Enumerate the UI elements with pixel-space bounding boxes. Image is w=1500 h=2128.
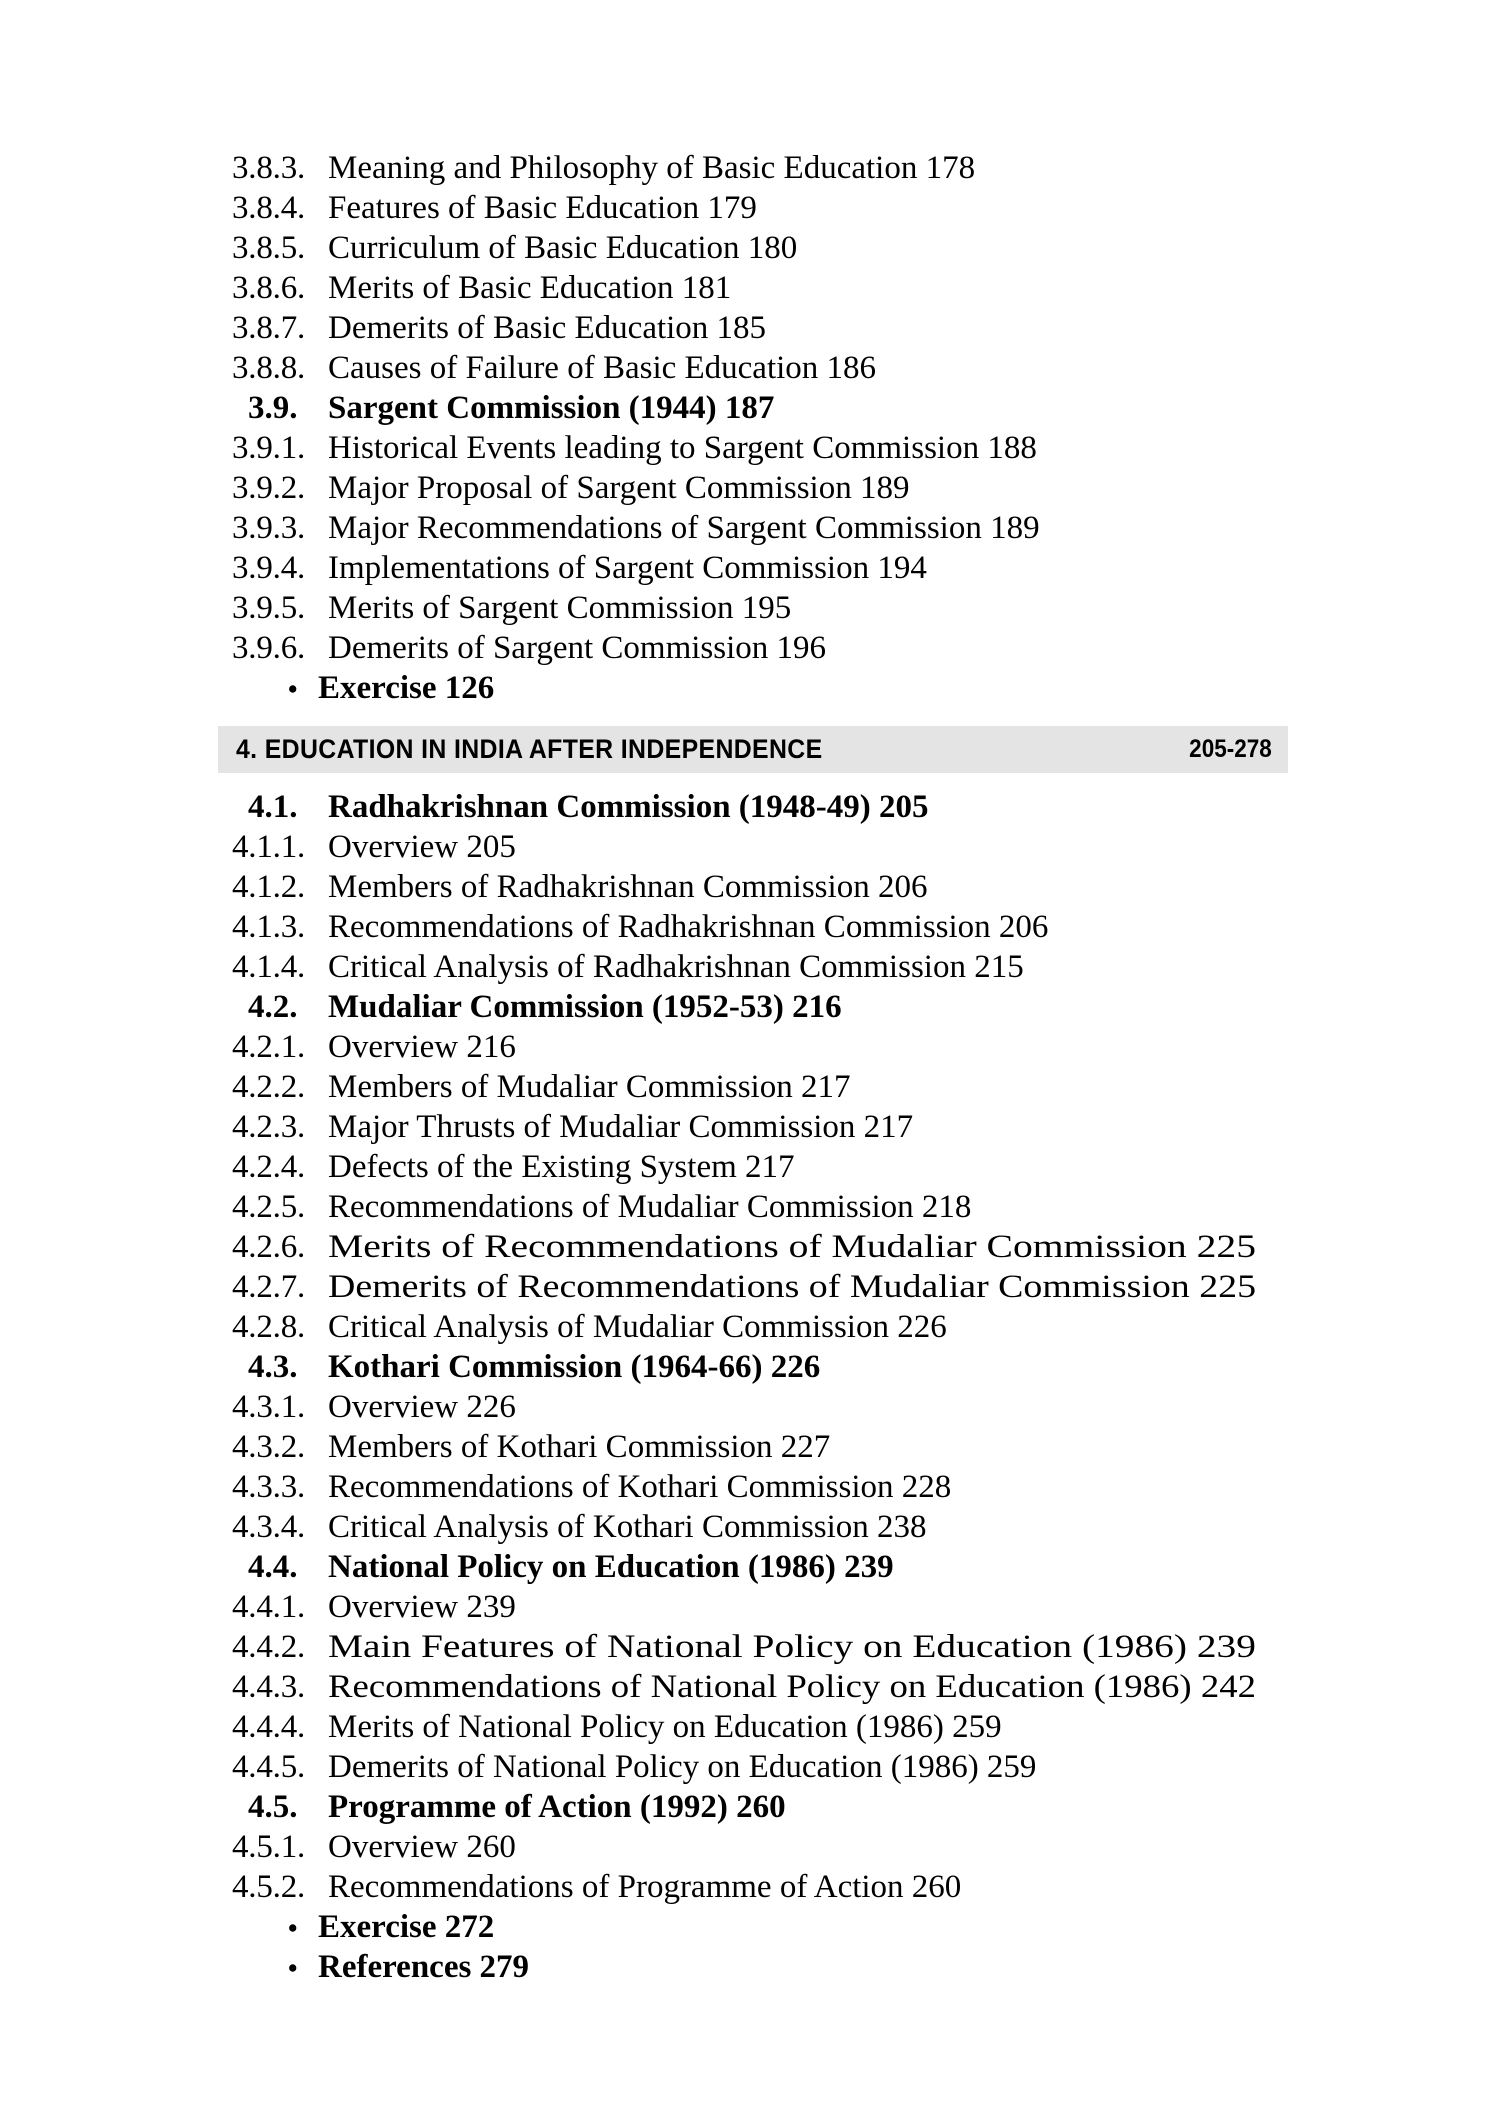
toc-entry-text: Members of Mudaliar Commission 217 (328, 1069, 851, 1105)
toc-entry-number: 4.3.4. (232, 1509, 306, 1545)
toc-subsection-entry[interactable] (232, 1187, 1288, 1227)
toc-entry-text: Recommendations of Kothari Commission 228 (328, 1469, 952, 1505)
toc-entry-text: Causes of Failure of Basic Education 186 (328, 350, 877, 386)
toc-subsection-entry[interactable] (232, 268, 1288, 308)
toc-subsection-entry[interactable] (232, 1467, 1288, 1507)
toc-subsection-entry[interactable] (232, 1067, 1288, 1107)
toc-subsection-entry[interactable] (232, 1707, 1288, 1747)
toc-entry-text: Main Features of National Policy on Education (1986) 239 (328, 1629, 1256, 1665)
toc-entry-text: Demerits of Recommendations of Mudaliar Commission 225 (328, 1269, 1257, 1305)
toc-entry-text: Members of Kothari Commission 227 (328, 1429, 831, 1465)
toc-entry-number: 4.5. (248, 1789, 298, 1825)
toc-entry-number: 4.5.1. (232, 1829, 306, 1865)
toc-entry-number: 4.2.8. (232, 1309, 306, 1345)
bullet-icon: • (288, 1913, 298, 1943)
toc-subsection-entry[interactable] (232, 1747, 1288, 1787)
toc-entry-number: 3.8.7. (232, 310, 306, 346)
toc-entry-number: 4.2.3. (232, 1109, 306, 1145)
toc-subsection-entry[interactable] (232, 1587, 1288, 1627)
toc-entry-text: Critical Analysis of Mudaliar Commission 226 (328, 1309, 947, 1345)
toc-subsection-entry[interactable] (232, 947, 1288, 987)
toc-entry-text: Meaning and Philosophy of Basic Education 178 (328, 150, 976, 186)
toc-entry-text: Members of Radhakrishnan Commission 206 (328, 869, 928, 905)
toc-entry-number: 4.1.1. (232, 829, 306, 865)
toc-entry-number: 4.1.4. (232, 949, 306, 985)
toc-section-entry[interactable] (232, 388, 1288, 428)
toc-subsection-entry[interactable] (232, 1627, 1288, 1667)
toc-entry-text: Historical Events leading to Sargent Commission 188 (328, 430, 1037, 466)
toc-entry-text: Recommendations of Mudaliar Commission 218 (328, 1189, 972, 1225)
toc-entry-text: Recommendations of Programme of Action 260 (328, 1869, 962, 1905)
toc-subsection-entry[interactable] (232, 1387, 1288, 1427)
toc-subsection-entry[interactable] (232, 1147, 1288, 1187)
chapter-page-range: 205-278 (1189, 735, 1272, 763)
toc-entry-text: Major Proposal of Sargent Commission 189 (328, 470, 910, 506)
toc-entry-text: Merits of National Policy on Education (1986) 259 (328, 1709, 1002, 1745)
toc-entry-number: 4.3.1. (232, 1389, 306, 1425)
toc-entry-number: 4.1.3. (232, 909, 306, 945)
toc-entry-number: 3.8.8. (232, 350, 306, 386)
toc-subsection-entry[interactable] (232, 188, 1288, 228)
toc-entry-number: 3.9. (248, 390, 298, 426)
toc-section-entry[interactable] (232, 1347, 1288, 1387)
toc-entry-number: 3.9.4. (232, 550, 306, 586)
toc-entry-number: 4.4.4. (232, 1709, 306, 1745)
bullet-icon: • (288, 1953, 298, 1983)
toc-subsection-entry[interactable] (232, 308, 1288, 348)
toc-entry-text: Recommendations of Radhakrishnan Commission 206 (328, 909, 1049, 945)
toc-entry-number: 4.4.2. (232, 1629, 306, 1665)
toc-subsection-entry[interactable] (232, 867, 1288, 907)
toc-entry-text: Programme of Action (1992) 260 (328, 1789, 786, 1825)
toc-entry-text: Mudaliar Commission (1952-53) 216 (328, 989, 842, 1025)
toc-subsection-entry[interactable] (232, 1667, 1288, 1707)
toc-entry-text: Critical Analysis of Radhakrishnan Commission 215 (328, 949, 1024, 985)
toc-entry-text: Sargent Commission (1944) 187 (328, 390, 775, 426)
toc-entry-text: Major Recommendations of Sargent Commission 189 (328, 510, 1040, 546)
toc-entry-number: 4.1.2. (232, 869, 306, 905)
toc-entry-text: Recommendations of National Policy on Education (1986) 242 (328, 1669, 1256, 1705)
toc-entry-number: 3.9.5. (232, 590, 306, 626)
toc-entry-number: 4.2.4. (232, 1149, 306, 1185)
toc-entry-number: 4.5.2. (232, 1869, 306, 1905)
table-of-contents-list (232, 148, 1288, 1987)
toc-entry-number: 4.4.1. (232, 1589, 306, 1625)
toc-subsection-entry[interactable] (232, 1427, 1288, 1467)
toc-subsection-entry[interactable] (232, 468, 1288, 508)
toc-entry-text: Implementations of Sargent Commission 194 (328, 550, 927, 586)
toc-subsection-entry[interactable] (232, 508, 1288, 548)
bullet-icon: • (288, 674, 298, 704)
toc-subsection-entry[interactable] (232, 1027, 1288, 1067)
toc-subsection-entry[interactable] (232, 1307, 1288, 1347)
toc-entry-text: Curriculum of Basic Education 180 (328, 230, 798, 266)
toc-subsection-entry[interactable] (232, 907, 1288, 947)
toc-entry-number: 4.4.5. (232, 1749, 306, 1785)
toc-subsection-entry[interactable] (232, 1867, 1288, 1907)
toc-entry-number: 3.8.4. (232, 190, 306, 226)
toc-entry-number: 3.8.6. (232, 270, 306, 306)
toc-subsection-entry[interactable] (232, 1827, 1288, 1867)
toc-subsection-entry[interactable] (232, 228, 1288, 268)
toc-subsection-entry[interactable] (232, 827, 1288, 867)
toc-entry-text: Exercise 126 (318, 670, 495, 706)
toc-entry-number: 3.9.2. (232, 470, 306, 506)
toc-entry-text: Demerits of Basic Education 185 (328, 310, 767, 346)
toc-entry-number: 4.3.2. (232, 1429, 306, 1465)
toc-entry-text: Major Thrusts of Mudaliar Commission 217 (328, 1109, 914, 1145)
toc-entry-text: Merits of Basic Education 181 (328, 270, 732, 306)
toc-subsection-entry[interactable] (232, 1267, 1288, 1307)
toc-entry-number: 4.3.3. (232, 1469, 306, 1505)
toc-bullet-entry[interactable] (232, 668, 1288, 708)
toc-entry-number: 4.1. (248, 789, 298, 825)
toc-section-entry[interactable] (232, 787, 1288, 827)
toc-entry-text: Features of Basic Education 179 (328, 190, 757, 226)
toc-entry-text: National Policy on Education (1986) 239 (328, 1549, 894, 1585)
toc-entry-text: Overview 226 (328, 1389, 516, 1425)
toc-subsection-entry[interactable] (232, 348, 1288, 388)
toc-entry-number: 4.2.1. (232, 1029, 306, 1065)
toc-entry-text: Merits of Sargent Commission 195 (328, 590, 792, 626)
toc-section-entry[interactable] (232, 987, 1288, 1027)
toc-entry-text: Demerits of Sargent Commission 196 (328, 630, 827, 666)
toc-entry-number: 3.9.6. (232, 630, 306, 666)
toc-entry-number: 4.2.6. (232, 1229, 306, 1265)
toc-subsection-entry[interactable] (232, 428, 1288, 468)
toc-entry-text: Merits of Recommendations of Mudaliar Commission 225 (328, 1229, 1257, 1265)
toc-subsection-entry[interactable] (232, 1507, 1288, 1547)
toc-section-entry[interactable] (232, 1547, 1288, 1587)
toc-entry-number: 4.4. (248, 1549, 298, 1585)
toc-entry-text: Overview 239 (328, 1589, 516, 1625)
toc-subsection-entry[interactable] (232, 548, 1288, 588)
toc-subsection-entry[interactable] (232, 588, 1288, 628)
toc-entry-text: Defects of the Existing System 217 (328, 1149, 795, 1185)
toc-entry-text: Overview 260 (328, 1829, 516, 1865)
toc-subsection-entry[interactable] (232, 628, 1288, 668)
toc-entry-text: Exercise 272 (318, 1909, 495, 1945)
toc-section-entry[interactable] (232, 1787, 1288, 1827)
chapter-heading-bar (218, 726, 1288, 773)
toc-subsection-entry[interactable] (232, 1107, 1288, 1147)
toc-entry-text: Critical Analysis of Kothari Commission 238 (328, 1509, 927, 1545)
toc-entry-number: 4.4.3. (232, 1669, 306, 1705)
toc-subsection-entry[interactable] (232, 148, 1288, 188)
toc-bullet-entry[interactable] (232, 1947, 1288, 1987)
toc-entry-number: 3.8.5. (232, 230, 306, 266)
toc-entry-text: Kothari Commission (1964-66) 226 (328, 1349, 821, 1385)
toc-subsection-entry[interactable] (232, 1227, 1288, 1267)
toc-bullet-entry[interactable] (232, 1907, 1288, 1947)
toc-entry-text: Radhakrishnan Commission (1948-49) 205 (328, 789, 929, 825)
toc-entry-number: 3.8.3. (232, 150, 306, 186)
toc-entry-number: 4.2. (248, 989, 298, 1025)
toc-entry-number: 4.2.2. (232, 1069, 306, 1105)
toc-entry-text: Overview 216 (328, 1029, 516, 1065)
toc-entry-number: 4.3. (248, 1349, 298, 1385)
toc-entry-text: Demerits of National Policy on Education (1986) 259 (328, 1749, 1037, 1785)
toc-entry-text: Overview 205 (328, 829, 516, 865)
toc-entry-number: 3.9.1. (232, 430, 306, 466)
toc-entry-text: References 279 (318, 1949, 530, 1985)
toc-entry-number: 3.9.3. (232, 510, 306, 546)
toc-entry-number: 4.2.5. (232, 1189, 306, 1225)
chapter-title: 4. EDUCATION IN INDIA AFTER INDEPENDENCE (236, 734, 823, 764)
toc-entry-number: 4.2.7. (232, 1269, 306, 1305)
